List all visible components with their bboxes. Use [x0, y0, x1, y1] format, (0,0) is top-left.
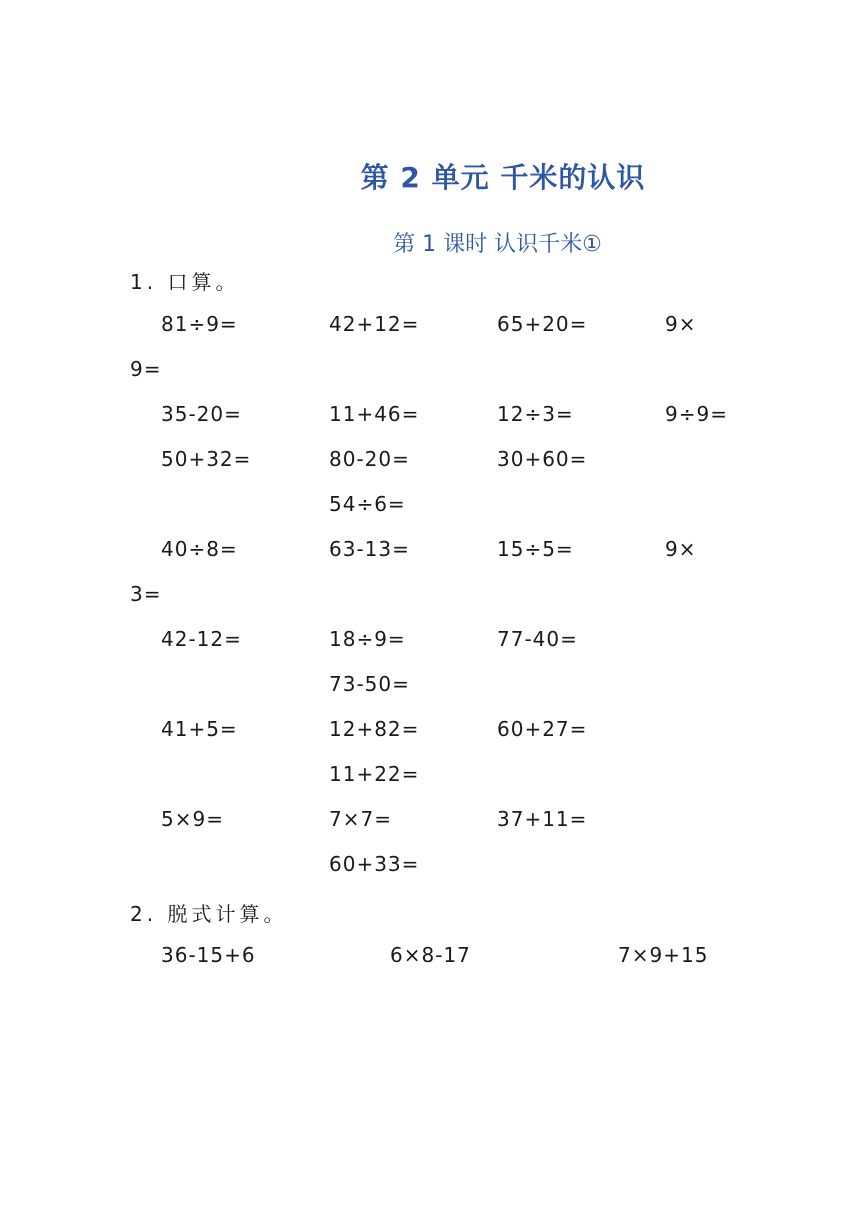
oral-calc-item: 12+82=: [329, 717, 420, 741]
oral-calc-item: 9=: [130, 357, 162, 381]
question-2-heading: 2. 脱式计算。: [130, 902, 288, 926]
oral-calc-item: 15÷5=: [497, 537, 574, 561]
oral-calc-row: [0, 402, 860, 436]
oral-calc-item: 11+46=: [329, 402, 420, 426]
oral-calc-item: 42+12=: [329, 312, 420, 336]
oral-calc-item: 65+20=: [497, 312, 588, 336]
oral-calc-row: [0, 762, 860, 796]
oral-calc-row: [0, 717, 860, 751]
oral-calc-row: [0, 852, 860, 886]
oral-calc-item: 12÷3=: [497, 402, 574, 426]
oral-calc-item: 7×7=: [329, 807, 392, 831]
oral-calc-item: 5×9=: [161, 807, 224, 831]
oral-calc-row: [0, 447, 860, 481]
oral-calc-item: 42-12=: [161, 627, 242, 651]
oral-calc-row: [0, 492, 860, 526]
oral-calc-item: 73-50=: [329, 672, 410, 696]
oral-calc-item: 50+32=: [161, 447, 252, 471]
oral-calc-item: 35-20=: [161, 402, 242, 426]
oral-calc-row: [0, 672, 860, 706]
oral-calc-item: 9×: [665, 312, 697, 336]
oral-calc-item: 18÷9=: [329, 627, 406, 651]
oral-calc-item: 3=: [130, 582, 162, 606]
oral-calc-row: [0, 312, 860, 346]
oral-calc-row: [0, 537, 860, 571]
oral-calc-item: 30+60=: [497, 447, 588, 471]
oral-calc-item: 54÷6=: [329, 492, 406, 516]
oral-calc-item: 11+22=: [329, 762, 420, 786]
question-1-heading: 1. 口算。: [130, 270, 240, 294]
oral-calc-item: 37+11=: [497, 807, 588, 831]
oral-calc-item: 80-20=: [329, 447, 410, 471]
oral-calc-item: 9×: [665, 537, 697, 561]
oral-calc-row: [0, 357, 860, 391]
oral-calc-item: 41+5=: [161, 717, 238, 741]
lesson-title: 第 1 课时 认识千米①: [393, 232, 602, 257]
oral-calc-item: 81÷9=: [161, 312, 238, 336]
oral-calc-item: 9÷9=: [665, 402, 728, 426]
step-calc-item: 7×9+15: [618, 943, 709, 967]
oral-calc-row: [0, 582, 860, 616]
oral-calc-item: 40÷8=: [161, 537, 238, 561]
oral-calc-item: 77-40=: [497, 627, 578, 651]
oral-calc-row: [0, 627, 860, 661]
oral-calc-row: [0, 807, 860, 841]
oral-calc-item: 60+33=: [329, 852, 420, 876]
oral-calc-item: 60+27=: [497, 717, 588, 741]
step-calc-item: 36-15+6: [161, 943, 256, 967]
step-calc-row: [0, 943, 860, 977]
oral-calc-item: 63-13=: [329, 537, 410, 561]
step-calc-item: 6×8-17: [390, 943, 471, 967]
unit-title: 第 2 单元 千米的认识: [360, 161, 646, 194]
